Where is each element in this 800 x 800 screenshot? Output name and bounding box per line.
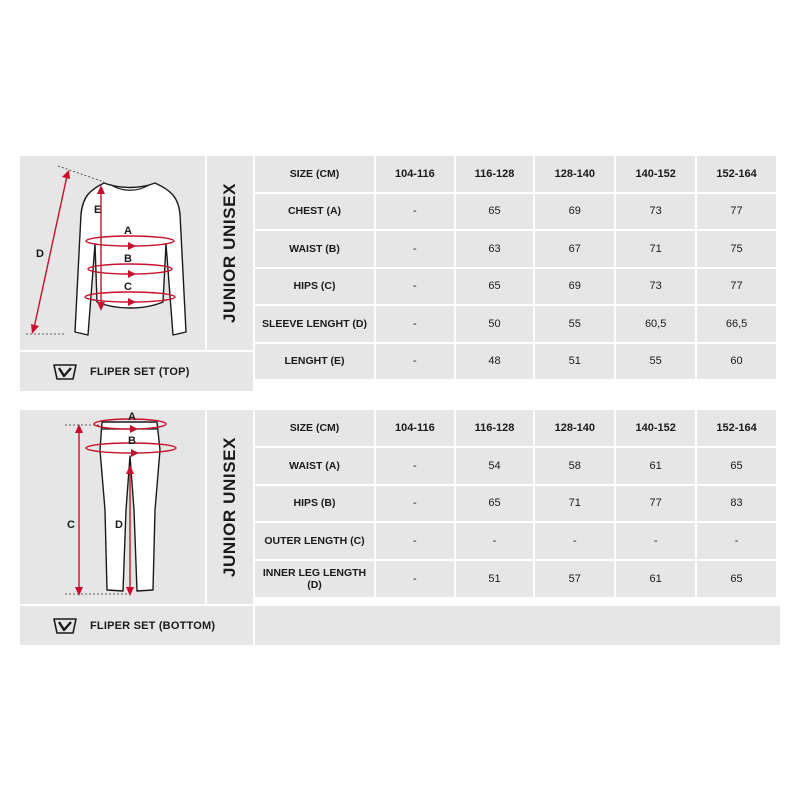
brand-row (20, 352, 253, 391)
row-label: HIPS (B) (255, 486, 374, 522)
table-cell: 60,5 (616, 306, 695, 342)
header-cell: SIZE (CM) (255, 156, 374, 192)
table-cell: - (376, 194, 454, 230)
table-cell: - (376, 231, 454, 267)
table-cell: - (376, 269, 454, 305)
table-header-row (255, 410, 776, 446)
top-garment-illustration (20, 156, 205, 350)
table-cell: 55 (616, 344, 695, 380)
header-cell: 104-116 (376, 156, 454, 192)
row-label: OUTER LENGTH (C) (255, 523, 374, 559)
table-row (255, 523, 776, 559)
table-cell: 77 (697, 269, 776, 305)
label-d: D (36, 248, 44, 260)
header-cell: 140-152 (616, 156, 695, 192)
table-cell: 69 (535, 194, 614, 230)
header-cell: 128-140 (535, 410, 614, 446)
table-cell: 73 (616, 269, 695, 305)
header-cell: 152-164 (697, 156, 776, 192)
header-cell: 152-164 (697, 410, 776, 446)
label-c: C (124, 281, 132, 293)
label-a: A (124, 225, 132, 237)
bottom-size-table (253, 408, 778, 599)
table-cell: - (535, 523, 614, 559)
row-label: WAIST (A) (255, 448, 374, 484)
table-row (255, 306, 776, 342)
table-cell: - (456, 523, 534, 559)
row-label: CHEST (A) (255, 194, 374, 230)
table-cell: - (376, 448, 454, 484)
header-cell: 140-152 (616, 410, 695, 446)
table-cell: 77 (697, 194, 776, 230)
table-cell: - (376, 486, 454, 522)
label-c: C (67, 519, 75, 531)
header-cell: 128-140 (535, 156, 614, 192)
table-cell: 65 (456, 486, 534, 522)
table-cell: - (697, 523, 776, 559)
table-cell: 50 (456, 306, 534, 342)
row-label: SLEEVE LENGHT (D) (255, 306, 374, 342)
table-cell: 54 (456, 448, 534, 484)
row-label: INNER LEG LENGTH (D) (255, 561, 374, 597)
top-size-table (253, 154, 778, 381)
vertical-category-label: JUNIOR UNISEX (207, 410, 253, 604)
table-header-row (255, 156, 776, 192)
table-cell: - (376, 523, 454, 559)
set-name: FLIPER SET (TOP) (90, 365, 190, 378)
brand-logo-icon (52, 616, 78, 636)
table-cell: 75 (697, 231, 776, 267)
brand-row (20, 606, 253, 645)
table-cell: 51 (456, 561, 534, 597)
sweatshirt-diagram (20, 156, 205, 350)
table-cell: - (376, 561, 454, 597)
table-cell: 61 (616, 448, 695, 484)
label-a: A (128, 411, 136, 423)
table-row (255, 486, 776, 522)
table-cell: 60 (697, 344, 776, 380)
header-cell: SIZE (CM) (255, 410, 374, 446)
bottom-garment-illustration (20, 410, 205, 604)
header-cell: 116-128 (456, 156, 534, 192)
brand-logo-icon (52, 362, 78, 382)
table-cell: 55 (535, 306, 614, 342)
set-name: FLIPER SET (BOTTOM) (90, 619, 216, 632)
top-size-chart (20, 156, 780, 391)
header-cell: 116-128 (456, 410, 534, 446)
table-cell: - (376, 344, 454, 380)
label-e: E (94, 204, 102, 216)
table-row (255, 269, 776, 305)
row-label: LENGHT (E) (255, 344, 374, 380)
table-cell: 65 (456, 269, 534, 305)
table-cell: 71 (616, 231, 695, 267)
table-cell: 69 (535, 269, 614, 305)
table-cell: 65 (697, 561, 776, 597)
leggings-diagram (20, 410, 205, 604)
table-cell: 58 (535, 448, 614, 484)
table-cell: 67 (535, 231, 614, 267)
header-cell: 104-116 (376, 410, 454, 446)
table-cell: 71 (535, 486, 614, 522)
table-row (255, 448, 776, 484)
table-cell: 77 (616, 486, 695, 522)
table-cell: 73 (616, 194, 695, 230)
table-cell: - (376, 306, 454, 342)
bottom-size-chart (20, 410, 780, 645)
table-cell: 65 (456, 194, 534, 230)
row-label: HIPS (C) (255, 269, 374, 305)
label-b: B (124, 253, 132, 265)
table-row (255, 194, 776, 230)
table-cell: 65 (697, 448, 776, 484)
label-d: D (115, 519, 123, 531)
label-b: B (128, 435, 136, 447)
table-cell: 66,5 (697, 306, 776, 342)
table-cell: 63 (456, 231, 534, 267)
vertical-category-label: JUNIOR UNISEX (207, 156, 253, 350)
table-row (255, 344, 776, 380)
table-cell: - (616, 523, 695, 559)
table-cell: 51 (535, 344, 614, 380)
row-label: WAIST (B) (255, 231, 374, 267)
table-cell: 57 (535, 561, 614, 597)
table-row (255, 561, 776, 597)
table-cell: 61 (616, 561, 695, 597)
table-cell: 83 (697, 486, 776, 522)
table-row (255, 231, 776, 267)
table-cell: 48 (456, 344, 534, 380)
empty-cell (255, 606, 780, 645)
